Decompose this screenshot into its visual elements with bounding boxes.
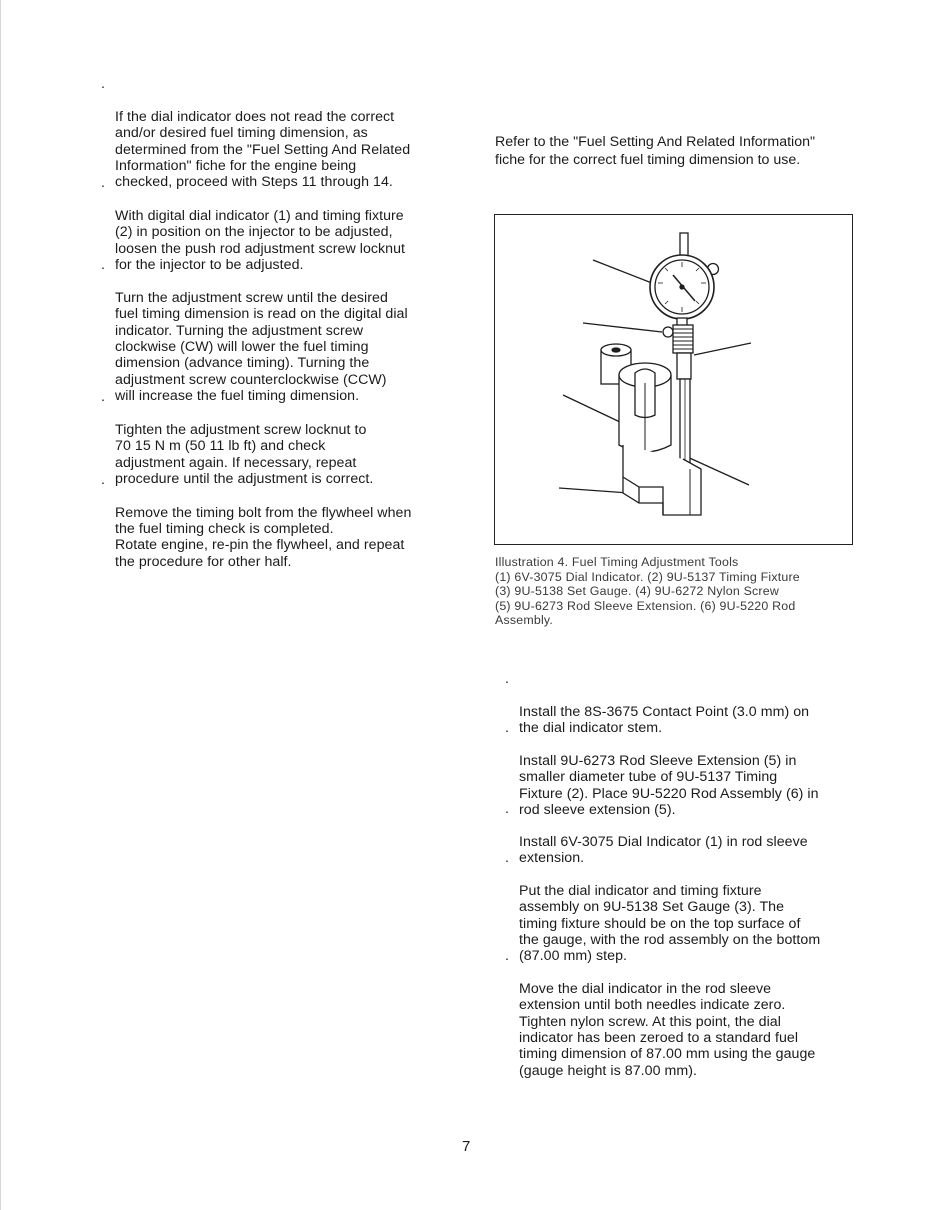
left-step-3-text: Turn the adjustment screw until the desired fuel timing dimension is read on the digital dial indicator. Turning the adjustment screw clockwise (CW) will lower the fuel timing dimension (advance timing). Turning the adjustment screw counterclockwise (CCW) will increase the fuel timing dimension. xyxy=(115,289,408,405)
step-bullet: . xyxy=(505,850,509,866)
left-step-2-text: With digital dial indicator (1) and timing fixture (2) in position on the injector to be adjusted, loosen the push rod adjustment screw locknut for the injector to be adjusted. xyxy=(115,207,406,274)
nylon-screw-head xyxy=(663,327,673,337)
right-step-3-text: Install 6V-3075 Dial Indicator (1) in rod sleeve extension. xyxy=(519,833,808,867)
fixture-upper-tube xyxy=(677,353,691,379)
step-bullet: . xyxy=(101,257,105,273)
left-step-3 xyxy=(101,257,455,405)
right-step-2-text: Install 9U-6273 Rod Sleeve Extension (5) in smaller diameter tube of 9U-5137 Timing Fixture (2). Place 9U-5220 Rod Assembly (6) in rod sleeve extension (5). xyxy=(519,752,819,819)
figure-caption: Illustration 4. Fuel Timing Adjustment Tools (1) 6V-3075 Dial Indicator. (2) 9U-5137 Timing Fixture (3) 9U-5138 Set Gauge. (4) 9U-6272 Nylon Screw (5) 9U-6273 Rod Sleeve Extension. (6) 9U-5220 Rod Assembly. xyxy=(495,555,800,628)
step-bullet: . xyxy=(101,389,105,405)
left-step-1 xyxy=(101,76,455,191)
left-closing-paragraph xyxy=(115,521,455,570)
leader-line-timing-fixture xyxy=(563,395,620,422)
refer-paragraph: Refer to the "Fuel Setting And Related Information" fiche for the correct fuel timing dimension to use. xyxy=(495,134,816,168)
fuel-timing-tools-illustration xyxy=(495,215,852,544)
leader-line-set-gauge xyxy=(559,488,629,493)
dial-center xyxy=(680,285,684,289)
left-closing-text: Rotate engine, re-pin the flywheel, and repeat the procedure for other half. xyxy=(115,537,405,570)
step-bullet: . xyxy=(505,801,509,817)
right-step-4-text: Put the dial indicator and timing fixture assembly on 9U-5138 Set Gauge (3). The timing fixture should be on the top surface of the gauge, with the rod assembly on the bottom (87.00 mm) step. xyxy=(519,882,821,965)
step-bullet: . xyxy=(101,472,105,488)
fixture-small-cylinder-hole xyxy=(612,348,620,352)
right-step-1-text: Install the 8S-3675 Contact Point (3.0 mm) on the dial indicator stem. xyxy=(519,703,810,737)
left-step-1-text: If the dial indicator does not read the correct and/or desired fuel timing dimension, as determined from the "Fuel Setting And Related Information" fiche for the engine being checked, proceed with Steps 11 through 14. xyxy=(115,108,411,191)
left-step-4-text: Tighten the adjustment screw locknut to 70 15 N m (50 11 lb ft) and check adjustment again. If necessary, repeat procedure until the adjustment is correct. xyxy=(115,421,374,488)
leader-line-rod-sleeve xyxy=(694,343,751,355)
page-number: 7 xyxy=(462,1138,471,1155)
step-bullet: . xyxy=(505,720,509,736)
figure-illustration-4 xyxy=(494,214,853,545)
leader-line-nylon-screw xyxy=(583,323,662,332)
step-bullet: . xyxy=(505,671,509,687)
right-step-5-text: Move the dial indicator in the rod sleeve extension until both needles indicate zero. Tighten nylon screw. At this point, the dial indicator has been zeroed to a standard fuel timing dimension of 87.00 mm using the gauge (gauge height is 87.00 mm). xyxy=(519,980,816,1079)
step-bullet: . xyxy=(101,76,105,92)
left-step-5-text: Remove the timing bolt from the flywheel when the fuel timing check is completed. xyxy=(115,504,412,538)
leader-line-dial-indicator xyxy=(593,260,657,285)
step-bullet: . xyxy=(101,175,105,191)
step-bullet: . xyxy=(505,948,509,964)
right-step-5 xyxy=(505,948,859,1079)
